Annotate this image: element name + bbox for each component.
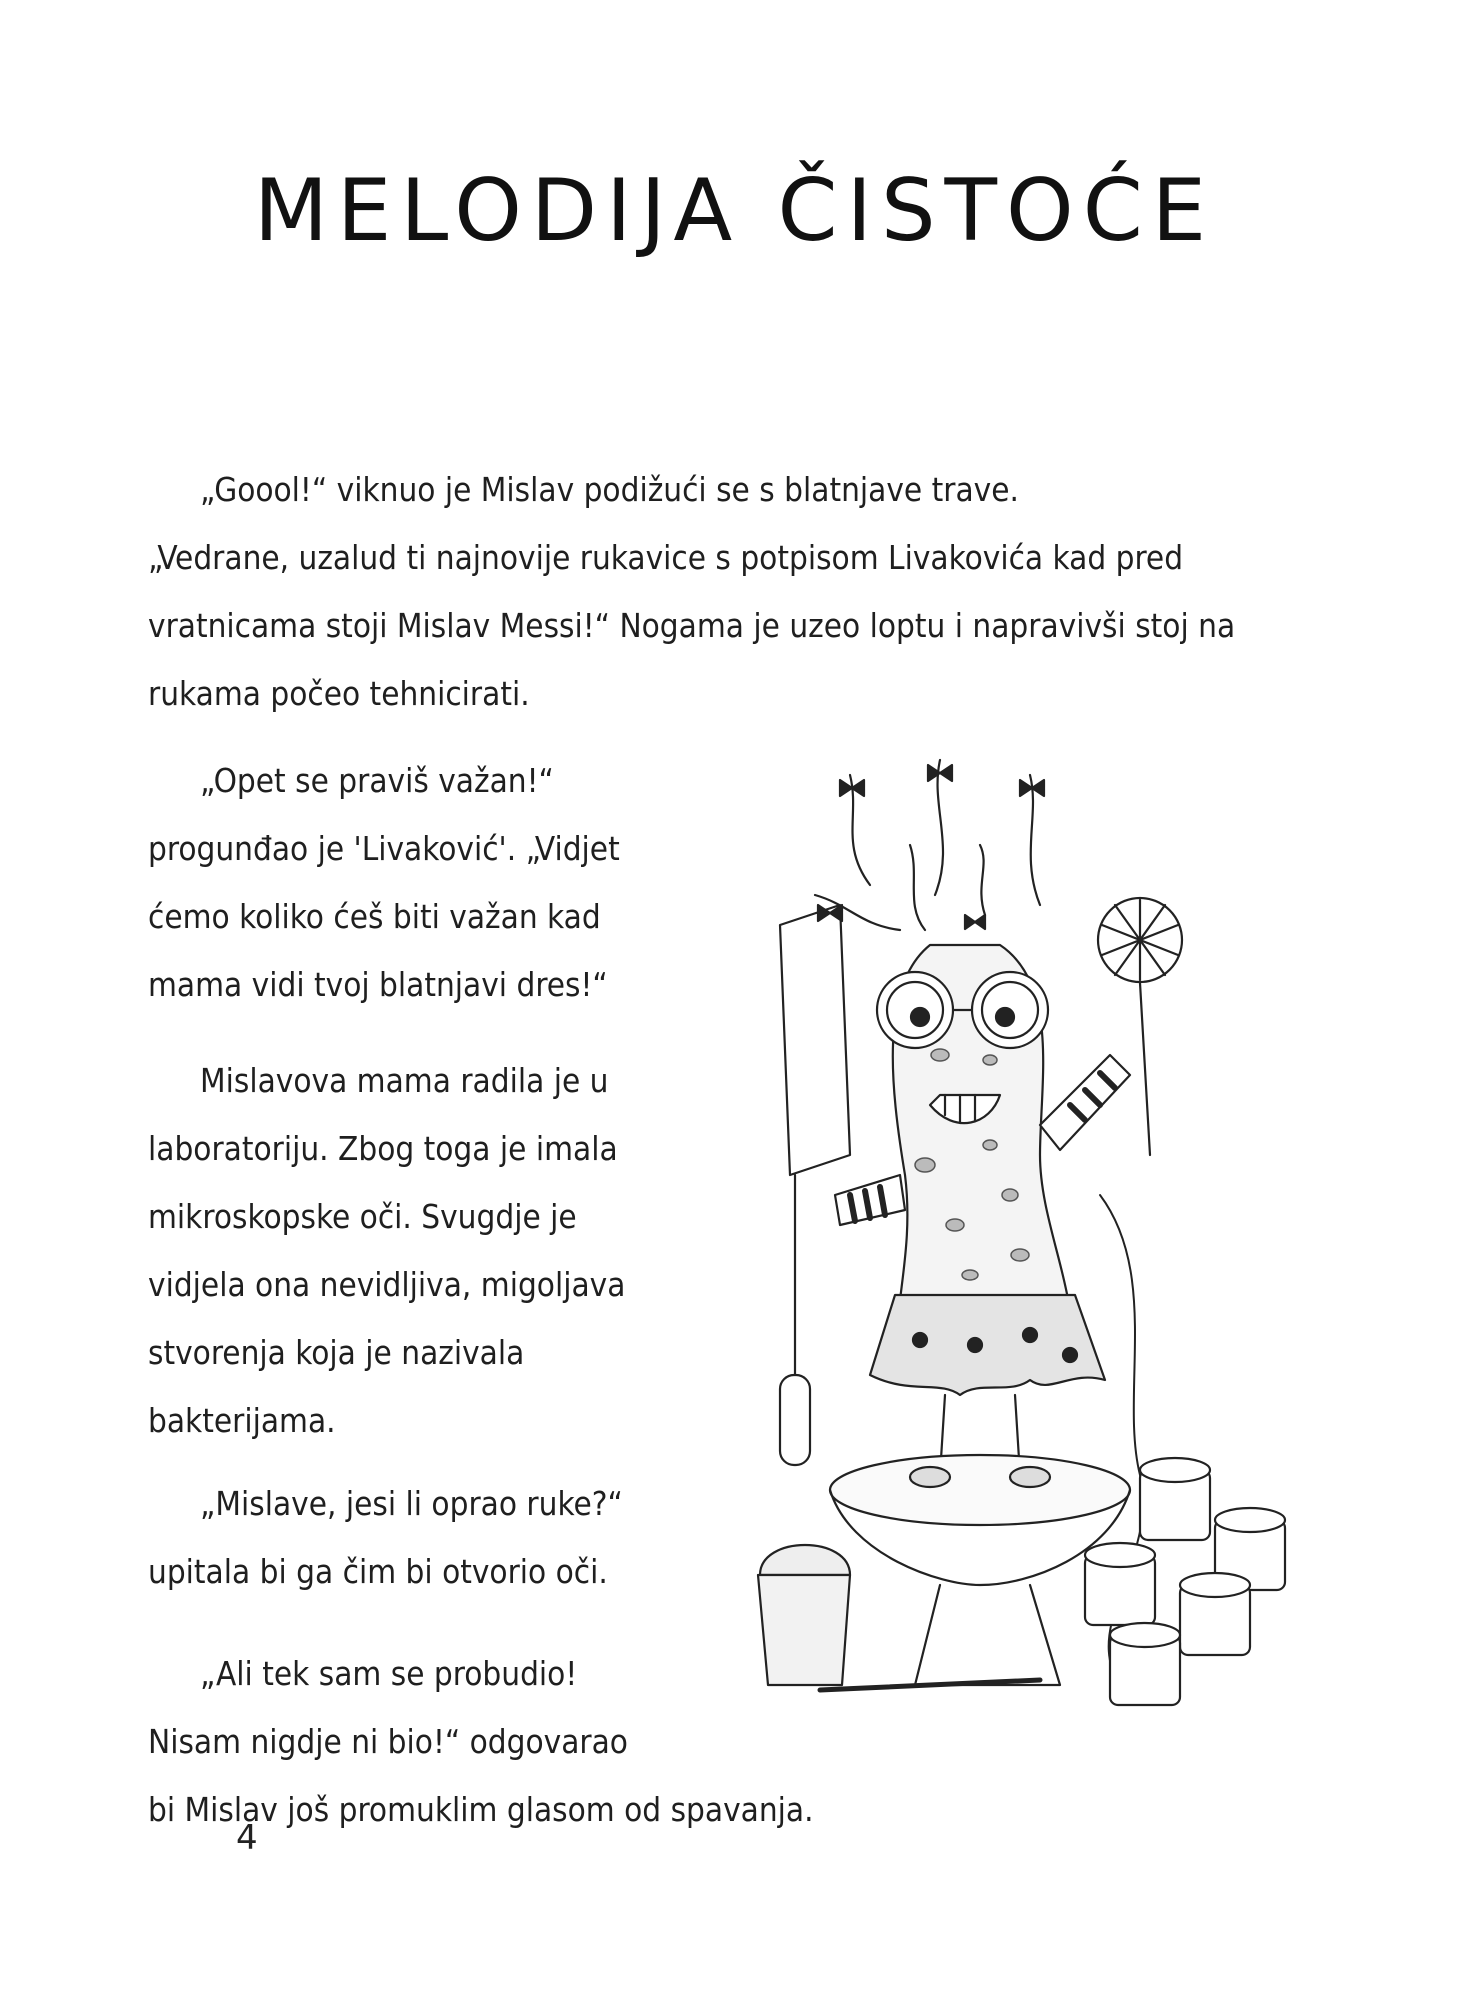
text-line: progunđao je 'Livaković'. „Vidjet	[148, 829, 620, 868]
toilet-tank	[780, 905, 850, 1465]
text-line: rukama počeo tehnicirati.	[148, 674, 530, 713]
skirt	[870, 1295, 1105, 1395]
text-line: mikroskopske oči. Svugdje je	[148, 1197, 577, 1236]
text-line: Nisam nigdje ni bio!“ odgovarao	[148, 1722, 628, 1761]
toilet-brush	[1098, 898, 1182, 1155]
text-line: vratnicama stoji Mislav Messi!“ Nogama je uzeo loptu i napravivši stoj na	[148, 606, 1236, 645]
germ-body	[877, 945, 1072, 1355]
paragraph-1	[148, 456, 1235, 728]
text-line: laboratoriju. Zbog toga je imala	[148, 1129, 618, 1168]
text-line: stvorenja koja je nazivala	[148, 1333, 525, 1372]
trash-bin	[758, 1545, 850, 1685]
germ-character-on-toilet-illustration	[740, 755, 1300, 1715]
text-line: upitala bi ga čim bi otvorio oči.	[148, 1552, 608, 1591]
paragraph-5	[148, 1640, 814, 1844]
chapter-title: MELODIJA ČISTOĆE	[253, 161, 1216, 261]
text-line: „Vedrane, uzalud ti najnovije rukavice s potpisom Livakovića kad pred	[148, 538, 1184, 577]
text-line: „Mislave, jesi li oprao ruke?“	[200, 1484, 623, 1523]
hair-bows	[815, 760, 1044, 930]
text-line: ćemo koliko ćeš biti važan kad	[148, 897, 601, 936]
text-line: bakterijama.	[148, 1401, 336, 1440]
paragraph-2	[148, 747, 620, 1019]
paragraph-3	[148, 1047, 625, 1455]
paragraph-4	[148, 1470, 623, 1606]
text-line: mama vidi tvoj blatnjavi dres!“	[148, 965, 608, 1004]
text-line: Mislavova mama radila je u	[200, 1061, 609, 1100]
text-line: vidjela ona nevidljiva, migoljava	[148, 1265, 626, 1304]
text-line: bi Mislav još promuklim glasom od spavanja.	[148, 1790, 814, 1829]
page-number: 4	[236, 1818, 258, 1858]
text-line: „Opet se praviš važan!“	[200, 761, 554, 800]
text-line: „Goool!“ viknuo je Mislav podižući se s blatnjave trave.	[200, 470, 1019, 509]
text-line: „Ali tek sam se probudio!	[200, 1654, 578, 1693]
